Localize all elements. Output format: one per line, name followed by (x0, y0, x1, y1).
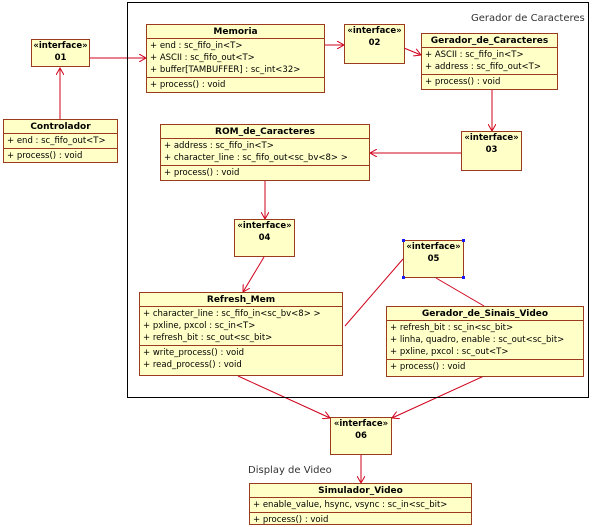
class-controlador-attributes (4, 133, 117, 148)
frame-title-gerador: Gerador de Caracteres (471, 13, 585, 24)
operation-row: + process() : void (150, 80, 226, 90)
class-refresh-mem-name: Refresh_Mem (206, 295, 276, 305)
class-memoria-attributes (147, 38, 324, 77)
selection-handle[interactable] (462, 276, 465, 279)
interface-05[interactable] (403, 240, 464, 278)
class-controlador[interactable] (3, 119, 118, 163)
interface-01-stereotype: «interface» (33, 41, 88, 51)
class-rom-de-caracteres-operations (161, 165, 369, 180)
class-refresh-mem-attributes (140, 306, 342, 345)
attribute-row: + pxline, pxcol : sc_in<T> (143, 321, 256, 331)
interface-03-name: 03 (485, 145, 498, 155)
class-gerador-de-caracteres-operations (422, 74, 557, 89)
attribute-row: + pxline, pxcol : sc_out<T> (390, 347, 509, 357)
class-rom-de-caracteres-attributes (161, 138, 369, 165)
class-gerador-de-sinais-video[interactable] (386, 306, 584, 377)
class-refresh-mem-operations (140, 345, 342, 372)
class-gerador-de-sinais-video-attributes (387, 320, 583, 359)
interface-04-name: 04 (258, 233, 271, 243)
operation-row: + read_process() : void (143, 360, 242, 370)
operation-row: + process() : void (253, 515, 329, 525)
class-memoria-name: Memoria (213, 27, 258, 37)
class-gerador-de-caracteres-attributes (422, 47, 557, 74)
class-simulador-video-name: Simulador_Video (318, 486, 403, 496)
attribute-row: + linha, quadro, enable : sc_out<sc_bit> (390, 335, 565, 345)
frame-title-display: Display de Video (248, 465, 332, 476)
interface-04-stereotype: «interface» (237, 221, 292, 231)
class-memoria-operations (147, 77, 324, 92)
selection-handle[interactable] (402, 276, 405, 279)
class-rom-de-caracteres-name: ROM_de_Caracteres (215, 127, 315, 137)
class-refresh-mem[interactable] (139, 292, 343, 376)
attribute-row: + address : sc_fifo_in<T> (164, 141, 274, 151)
interface-05-stereotype: «interface» (406, 242, 461, 252)
attribute-row: + enable_value, hsync, vsync : sc_in<sc_bit> (253, 500, 448, 510)
attribute-row: + ASCII : sc_fifo_in<T> (425, 50, 524, 60)
class-gerador-de-sinais-video-operations (387, 359, 583, 374)
class-gerador-de-caracteres[interactable] (421, 33, 558, 90)
class-memoria[interactable] (146, 24, 325, 93)
selection-handle[interactable] (402, 239, 405, 242)
operation-row: + process() : void (164, 168, 240, 178)
interface-06-stereotype: «interface» (333, 419, 389, 429)
interface-04[interactable] (234, 219, 295, 257)
attribute-row: + refresh_bit : sc_out<sc_bit> (143, 333, 273, 343)
interface-06-name: 06 (355, 431, 367, 441)
operation-row: + process() : void (425, 77, 501, 87)
interface-01[interactable] (31, 39, 90, 67)
class-gerador-de-caracteres-name: Gerador_de_Caracteres (430, 36, 549, 46)
interface-03-stereotype: «interface» (464, 133, 519, 143)
operation-row: + process() : void (7, 151, 83, 161)
attribute-row: + ASCII : sc_fifo_out<T> (150, 53, 255, 63)
attribute-row: + end : sc_fifo_out<T> (7, 136, 106, 146)
interface-02-stereotype: «interface» (347, 26, 402, 36)
attribute-row: + character_line : sc_fifo_out<sc_bv<8> > (164, 153, 348, 163)
interface-01-name: 01 (54, 53, 67, 63)
interface-02-name: 02 (368, 38, 381, 48)
class-simulador-video[interactable] (249, 483, 472, 525)
operation-row: + process() : void (390, 362, 466, 372)
interface-02[interactable] (344, 24, 405, 64)
selection-handle[interactable] (462, 239, 465, 242)
interface-06[interactable] (330, 417, 392, 455)
attribute-row: + buffer[TAMBUFFER] : sc_int<32> (150, 65, 301, 75)
attribute-row: + end : sc_fifo_in<T> (150, 41, 243, 51)
attribute-row: + address : sc_fifo_out<T> (425, 62, 541, 72)
attribute-row: + character_line : sc_fifo_in<sc_bv<8> > (143, 309, 321, 319)
class-controlador-operations (4, 148, 117, 163)
attribute-row: + refresh_bit : sc_in<sc_bit> (390, 323, 514, 333)
interface-05-name: 05 (427, 254, 440, 264)
class-rom-de-caracteres[interactable] (160, 124, 370, 181)
class-simulador-video-attributes (250, 497, 471, 512)
operation-row: + write_process() : void (143, 348, 244, 358)
class-gerador-de-sinais-video-name: Gerador_de_Sinais_Video (421, 309, 549, 319)
class-controlador-name: Controlador (30, 122, 91, 132)
interface-03[interactable] (461, 131, 522, 171)
